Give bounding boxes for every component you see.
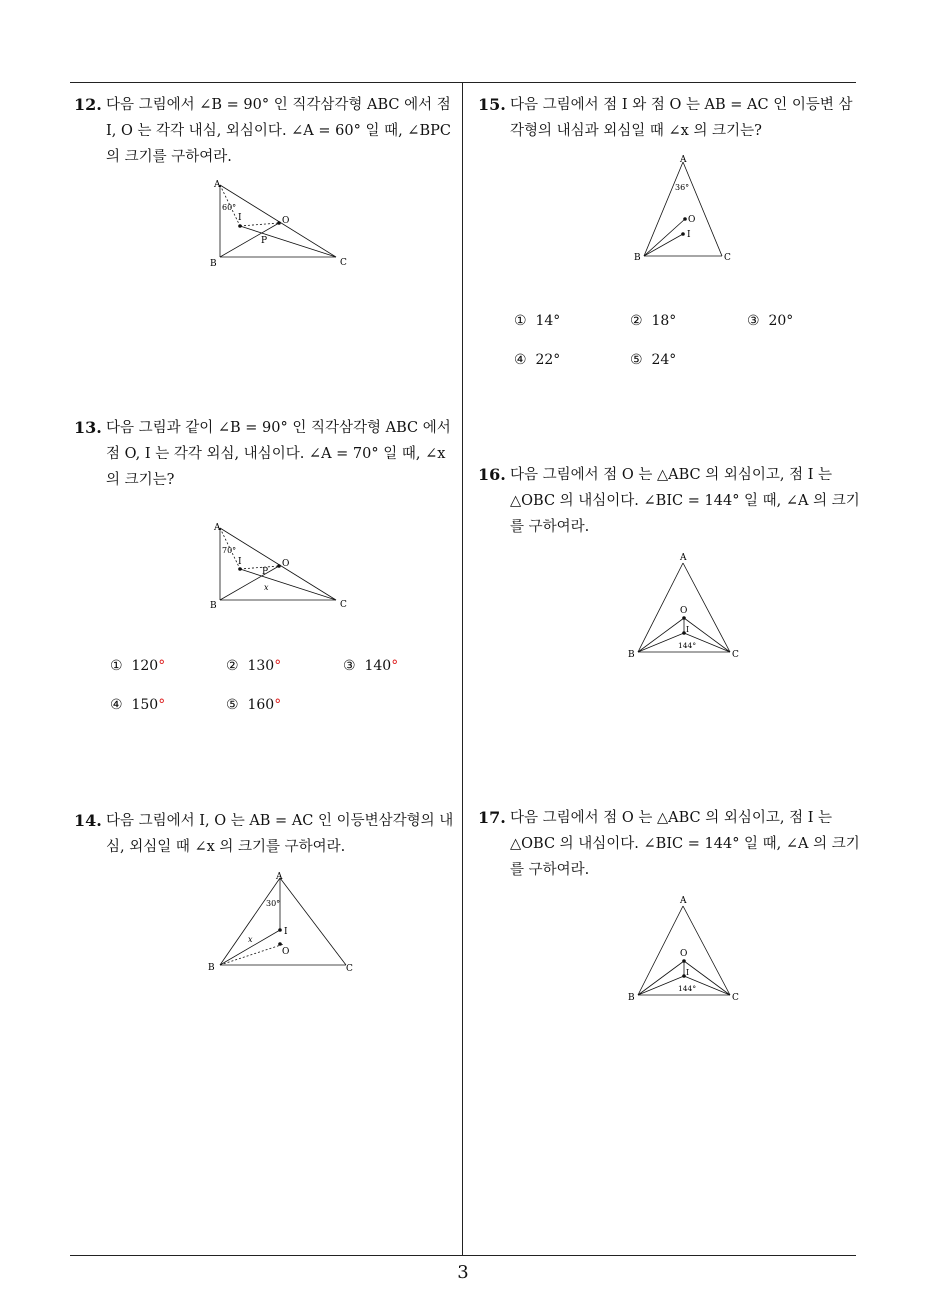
angle-label: 30°	[266, 899, 281, 908]
label-I: I	[686, 968, 690, 977]
choice-2[interactable]: ② 18°	[630, 313, 677, 329]
figure-q17	[620, 888, 750, 1006]
label-x: x	[264, 583, 269, 592]
choices-q15	[514, 313, 854, 373]
question-text: 다음 그림에서 ∠B = 90° 인 직각삼각형 ABC 에서 점 I, O 는 각각 내심, 외심이다. ∠A = 60° 일 때, ∠BPC 의 크기를 구하여라.	[106, 97, 451, 165]
choice-3[interactable]: ③ 20°	[747, 313, 794, 329]
angle-label: 144°	[678, 984, 697, 993]
label-C: C	[346, 964, 353, 974]
label-B: B	[210, 601, 217, 611]
question-text: 다음 그림에서 I, O 는 AB = AC 인 이등변삼각형의 내심, 외심일 때 ∠x 의 크기를 구하여라.	[106, 813, 454, 855]
label-B: B	[628, 650, 635, 660]
label-I: I	[238, 213, 242, 223]
question-14	[74, 808, 456, 860]
label-A: A	[276, 872, 283, 882]
choice-2[interactable]: ② 130°	[226, 658, 282, 674]
question-text: 다음 그림에서 점 O 는 △ABC 의 외심이고, 점 I 는 △OBC 의 내심이다. ∠BIC = 144° 일 때, ∠A 의 크기를 구하여라.	[510, 467, 860, 535]
label-I: I	[238, 557, 242, 567]
angle-label: 60°	[222, 203, 237, 212]
choices-q13	[110, 658, 450, 718]
top-rule	[70, 82, 856, 83]
label-B: B	[628, 993, 635, 1003]
label-B: B	[634, 253, 641, 263]
question-16	[478, 462, 862, 540]
choice-1[interactable]: ① 120°	[110, 658, 166, 674]
label-A: A	[214, 523, 221, 533]
label-I: I	[686, 625, 690, 634]
label-A: A	[680, 155, 687, 165]
label-A: A	[680, 896, 687, 906]
bottom-rule	[70, 1255, 856, 1256]
question-text: 다음 그림에서 점 O 는 △ABC 의 외심이고, 점 I 는 △OBC 의 내심이다. ∠BIC = 144° 일 때, ∠A 의 크기를 구하여라.	[510, 810, 860, 878]
figure-q16	[620, 545, 750, 663]
figure-q12	[200, 175, 360, 270]
figure-q14	[200, 868, 360, 978]
question-15	[478, 92, 862, 144]
question-number: 16.	[478, 465, 506, 484]
choice-5[interactable]: ⑤ 24°	[630, 352, 677, 368]
choice-1[interactable]: ① 14°	[514, 313, 561, 329]
label-O: O	[680, 606, 688, 616]
question-number: 12.	[74, 95, 102, 114]
question-13	[74, 415, 456, 493]
angle-label: 144°	[678, 641, 697, 650]
label-B: B	[210, 259, 217, 269]
question-text: 다음 그림에서 점 I 와 점 O 는 AB = AC 인 이등변 삼각형의 내심과 외심일 때 ∠x 의 크기는?	[510, 97, 853, 139]
choice-4[interactable]: ④ 150°	[110, 697, 166, 713]
label-B: B	[208, 963, 215, 973]
choice-4[interactable]: ④ 22°	[514, 352, 561, 368]
label-O: O	[688, 215, 696, 225]
question-17	[478, 805, 862, 883]
label-I: I	[687, 230, 691, 240]
label-P: P	[262, 567, 269, 577]
label-C: C	[340, 600, 347, 610]
label-O: O	[282, 947, 290, 957]
choice-5[interactable]: ⑤ 160°	[226, 697, 282, 713]
question-12	[74, 92, 456, 170]
question-number: 14.	[74, 811, 102, 830]
label-O: O	[282, 216, 290, 226]
question-number: 17.	[478, 808, 506, 827]
figure-q15	[620, 150, 750, 268]
angle-label: 70°	[222, 546, 237, 555]
label-C: C	[732, 650, 739, 660]
figure-q13	[200, 518, 360, 613]
label-I: I	[284, 927, 288, 937]
label-P: P	[261, 236, 268, 246]
question-number: 15.	[478, 95, 506, 114]
question-text: 다음 그림과 같이 ∠B = 90° 인 직각삼각형 ABC 에서 점 O, I 는 각각 외심, 내심이다. ∠A = 70° 일 때, ∠x 의 크기는?	[106, 420, 451, 488]
label-C: C	[732, 993, 739, 1003]
page-number: 3	[457, 1262, 469, 1283]
label-C: C	[340, 258, 347, 268]
label-x: x	[248, 935, 253, 944]
question-number: 13.	[74, 418, 102, 437]
column-divider	[462, 83, 463, 1255]
label-A: A	[214, 180, 221, 190]
label-O: O	[282, 559, 290, 569]
label-O: O	[680, 949, 688, 959]
label-C: C	[724, 253, 731, 263]
choice-3[interactable]: ③ 140°	[343, 658, 399, 674]
angle-label: 36°	[675, 183, 690, 192]
label-A: A	[680, 553, 687, 563]
